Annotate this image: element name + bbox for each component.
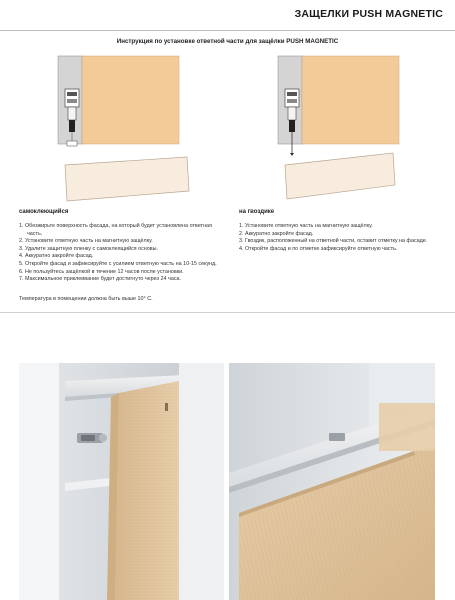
list-item: 7. Максимальное приклеивание будет достигнуто через 24 часа.: [19, 276, 182, 283]
list-item: 2. Установите ответную часть на магнитную защёлку.: [19, 238, 153, 245]
photo-cabinet-door-open: [19, 363, 224, 600]
header-bar: [0, 0, 455, 31]
list-item: 6. Не пользуйтесь защёлкой в течение 12 часов после установки.: [19, 268, 184, 275]
photo-cabinet-front-closed: [229, 363, 435, 600]
list-item: 2. Аккуратно закройте фасад.: [239, 230, 314, 237]
heading-self-adhesive: самоклеющийся: [19, 209, 69, 215]
instructions-title: Инструкция по установке ответной части для защёлки PUSH MAGNETIC: [116, 38, 339, 45]
list-item: 1. Обезжирьте поверхность фасада, на который будет установлена ответная часть.: [19, 223, 212, 237]
diagram-with-nail: [275, 55, 415, 205]
page-title: ЗАЩЕЛКИ PUSH MAGNETIC: [294, 8, 443, 20]
temperature-note: Температура в помещении должна быть выше 10° С.: [19, 296, 153, 302]
diagram-self-adhesive: [55, 55, 195, 205]
list-item: 5. Откройте фасад и зафиксируйте с усилием ответную часть на 10-15 секунд.: [19, 260, 217, 267]
steps-with-nail: [239, 223, 439, 253]
list-item: 4. Аккуратно закройте фасад.: [19, 253, 94, 260]
heading-with-nail: на гвоздике: [239, 209, 275, 215]
steps-self-adhesive: [19, 223, 224, 284]
list-item: 3. Гвоздик, расположенный на ответной части, оставит отметку на фасаде.: [239, 238, 428, 245]
list-item: 4. Откройте фасад и по отметке зафиксируйте ответную часть.: [239, 245, 398, 252]
divider: [0, 312, 455, 313]
list-item: 1. Установите ответную часть на магнитную защёлку.: [239, 223, 373, 229]
list-item: 3. Удалите защитную пленку с самоклеящийся основы.: [19, 245, 158, 252]
